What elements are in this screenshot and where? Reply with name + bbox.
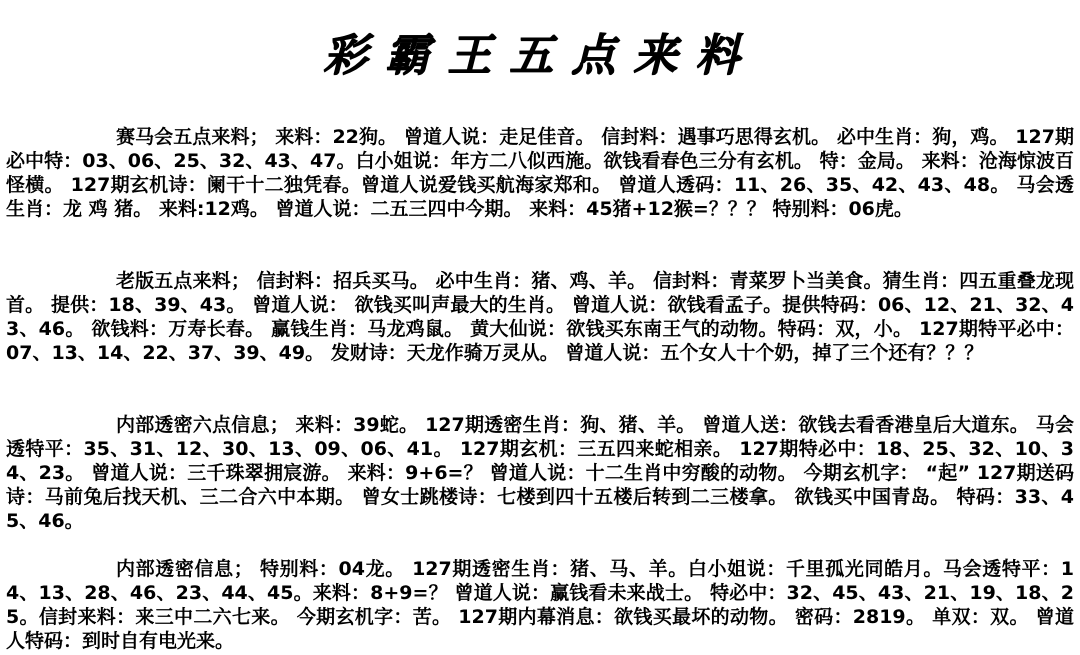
paragraph-neibu-toumi: 内部透密信息； 特别料：04龙。 127期透密生肖：猪、马、羊。白小姐说：千里孤光同皓月。马会透特平：14、13、28、46、23、44、45。来料：8+9=？ 曾道人说：赢钱看未来战士。 特必中：32、45、43、21、19、18、25。信封来料：来三中二六七来。 今期玄机字：苦。 127期内幕消息：欲钱买最坏的动物。 密码：2819。 单双：双。 曾道人特码：到时自有电光来。	[6, 558, 1074, 652]
paragraph-saimahui: 赛马会五点来料； 来料：22狗。 曾道人说：走足佳音。 信封料：遇事巧思得玄机。 必中生肖：狗，鸡。 127期必中特：03、06、25、32、43、47。白小姐说：年方二八似西施。欲钱看春色三分有玄机。 特：金局。 来料：沧海惊波百怪横。 127期玄机诗：阑干十二独凭春。曾道人说爱钱买航海家郑和。 曾道人透码：11、26、35、42、43、48。 马会透生肖：龙 鸡 猪。 来料:12鸡。 曾道人说：二五三四中今期。 来料：45猪+12猴=？？？ 特别料：06虎。	[6, 126, 1074, 220]
paragraph-neibu-liudian: 内部透密六点信息； 来料：39蛇。 127期透密生肖：狗、猪、羊。 曾道人送：欲钱去看香港皇后大道东。 马会透特平：35、31、12、30、13、09、06、41。 127期玄机：三五四来蛇相亲。 127期特必中：18、25、32、10、34、23。 曾道人说：三千珠翠拥宸游。 来料：9+6=？ 曾道人说：十二生肖中穷酸的动物。 今期玄机字： “起” 127期送码诗：马前兔后找天机、三二合六中本期。 曾女士跳楼诗：七楼到四十五楼后转到二三楼拿。 欲钱买中国青岛。 特码：33、45、46。	[6, 414, 1074, 532]
paragraph-laoban: 老版五点来料； 信封料：招兵买马。 必中生肖：猪、鸡、羊。 信封料：青菜罗卜当美食。猜生肖：四五重叠龙现首。 提供：18、39、43。 曾道人说： 欲钱买叫声最大的生肖。 曾道人说：欲钱看孟子。提供特码：06、12、21、32、43、46。 欲钱料：万寿长春。 赢钱生肖：马龙鸡鼠。 黄大仙说：欲钱买东南王气的动物。特码：双，小。 127期特平必中：07、13、14、22、37、39、49。 发财诗：天龙作骑万灵从。 曾道人说：五个女人十个奶，掉了三个还有？？？	[6, 270, 1074, 364]
document-title: 彩霸王五点来料	[323, 30, 757, 81]
